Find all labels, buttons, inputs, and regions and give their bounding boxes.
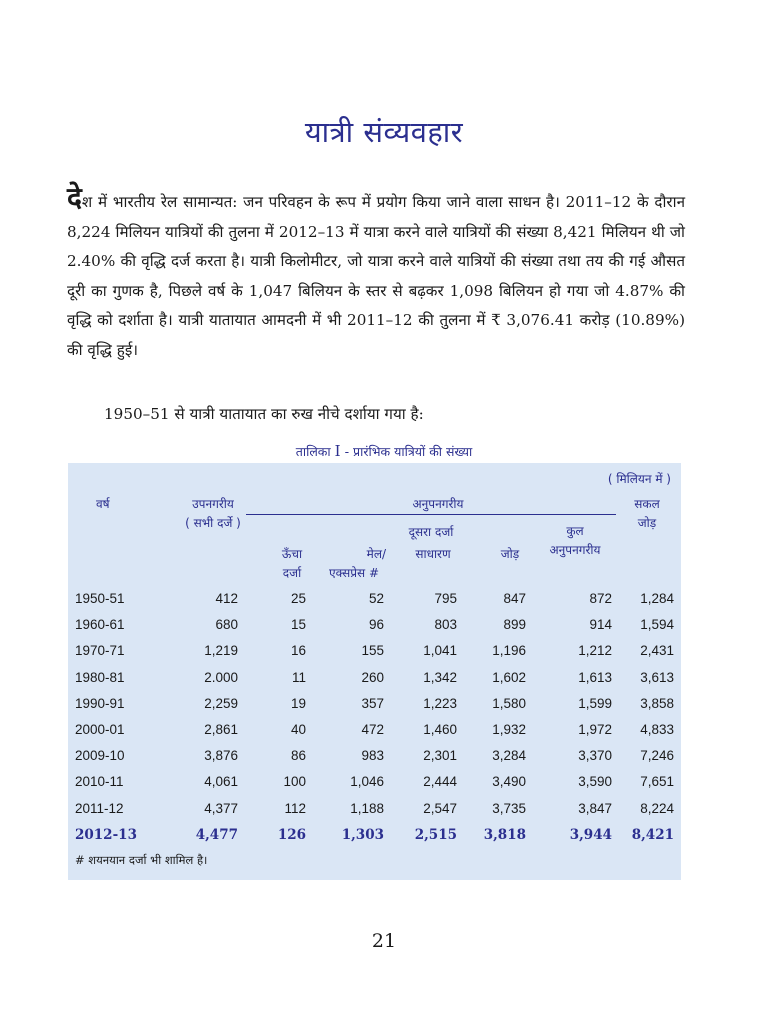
cell-sum: 3,735 — [492, 800, 526, 816]
cell-mail-express: 983 — [361, 748, 384, 764]
cell-sum: 847 — [503, 591, 526, 606]
table-row — [68, 823, 681, 849]
cell-upper-class: 25 — [290, 591, 306, 606]
cell-total-non-suburban: 914 — [589, 617, 612, 633]
cell-upper-class: 16 — [290, 643, 306, 659]
trend-line: 1950–51 से यात्री यातायात का रुख नीचे दर्शाया गया है: — [104, 405, 424, 423]
header-second-class: दूसरा दर्जा — [408, 525, 454, 539]
cell-year: 2010-11 — [75, 774, 124, 790]
cell-upper-class: 11 — [291, 669, 306, 685]
cell-ordinary: 2,547 — [423, 800, 457, 816]
cell-suburban: 2,259 — [204, 695, 238, 711]
page-title: यात्री संव्यवहार — [304, 115, 464, 149]
cell-year: 2009-10 — [75, 748, 125, 764]
cell-suburban: 2,861 — [204, 722, 238, 737]
caption-roman: I — [334, 442, 341, 460]
header-mail-line2: एक्सप्रेस # — [328, 566, 380, 580]
header-suburban-line1: उपनगरीय — [192, 497, 234, 511]
cell-grand-total: 1,594 — [640, 617, 674, 633]
cell-grand-total: 3,858 — [640, 695, 674, 711]
cell-ordinary: 2,444 — [423, 774, 457, 790]
cell-mail-express: 1,046 — [350, 774, 384, 790]
cell-suburban: 680 — [215, 617, 238, 633]
cell-suburban: 4,477 — [195, 826, 238, 843]
cell-upper-class: 40 — [290, 722, 306, 737]
cell-sum: 3,284 — [492, 748, 526, 764]
paragraph-text: श में भारतीय रेल सामान्यत: जन परिवहन के रूप में प्रयोग किया जाने वाला साधन है। 2011–12 के दौरान 8,224 मिलियन यात्रियों की तुलना में 2012–13 में यात्रा करने वाले यात्रियों की संख्या 8,421 मिलियन थी जो 2.40% की वृद्धि दर्ज करता है। यात्री किलोमीटर, जो यात्रा करने वाले यात्रियों की संख्या तथा तय की गई औसत दूरी का गुणक है, पिछले वर्ष के 1,047 बिलियन के स्तर से बढ़कर 1,098 बिलियन हो गया जो 4.87% की वृद्धि को दर्शाता है। यात्री यातायात आमदनी में भी 2011–12 की तुलना में ₹ 3,076.41 करोड़ (10.89%) की वृद्धि हुई। — [67, 193, 685, 359]
cell-sum: 3,818 — [483, 826, 526, 843]
cell-upper-class: 86 — [290, 748, 306, 764]
unit-label: ( मिलियन में ) — [607, 472, 671, 486]
cell-sum: 1,196 — [492, 643, 526, 659]
caption-post: - प्रारंभिक यात्रियों की संख्या — [344, 444, 473, 459]
cell-grand-total: 2,431 — [640, 643, 674, 659]
header-year: वर्ष — [96, 497, 110, 511]
cell-year: 1960-61 — [75, 617, 125, 633]
page-number: 21 — [371, 930, 397, 952]
cell-grand-total: 3,613 — [640, 669, 674, 685]
cell-year: 2012-13 — [75, 826, 137, 843]
cell-grand-total: 4,833 — [640, 722, 674, 737]
cell-suburban: 2.000 — [204, 669, 238, 685]
table-row — [68, 797, 681, 823]
cell-total-non-suburban: 1,613 — [578, 669, 612, 685]
cell-year: 2000-01 — [75, 722, 125, 737]
cell-mail-express: 472 — [361, 722, 384, 737]
header-sum: जोड़ — [500, 547, 520, 561]
cell-ordinary: 2,515 — [414, 826, 457, 843]
table-row — [68, 744, 681, 770]
header-suburban-line2: ( सभी दर्जे ) — [185, 516, 241, 530]
cell-total-non-suburban: 1,599 — [578, 695, 612, 711]
cell-ordinary: 1,223 — [423, 695, 457, 711]
header-upper-class — [270, 545, 314, 583]
header-upper-line2: दर्जा — [282, 566, 302, 580]
cell-mail-express: 1,303 — [341, 826, 384, 843]
table-row — [68, 692, 681, 718]
cell-ordinary: 1,342 — [423, 669, 457, 685]
cell-mail-express: 155 — [361, 643, 384, 659]
cell-total-non-suburban: 3,370 — [578, 748, 612, 764]
cell-suburban: 4,061 — [204, 774, 238, 790]
table-row — [68, 666, 681, 692]
cell-upper-class: 126 — [277, 826, 306, 843]
cell-total-non-suburban: 1,212 — [578, 643, 612, 659]
cell-suburban: 412 — [215, 591, 238, 606]
cell-upper-class: 100 — [283, 774, 306, 790]
header-non-suburban: अनुपनगरीय — [412, 497, 464, 511]
cell-suburban: 4,377 — [204, 800, 238, 816]
cell-ordinary: 795 — [434, 591, 457, 606]
table-row — [68, 613, 681, 639]
header-upper-line1: ऊँचा — [281, 547, 303, 561]
cell-total-non-suburban: 872 — [589, 591, 612, 606]
header-mail-express — [314, 545, 394, 583]
header-total-line2: जोड़ — [637, 516, 657, 530]
cell-upper-class: 19 — [290, 695, 306, 711]
table-row — [68, 718, 681, 744]
cell-mail-express: 357 — [361, 695, 384, 711]
cell-mail-express: 260 — [361, 669, 384, 685]
header-suburban — [173, 495, 253, 533]
cell-grand-total: 7,246 — [640, 748, 674, 764]
table-row — [68, 639, 681, 665]
cell-grand-total: 7,651 — [640, 774, 674, 790]
cell-mail-express: 1,188 — [350, 800, 384, 816]
header-total-line1: सकल — [634, 497, 660, 511]
table-row — [68, 587, 681, 613]
cell-sum: 899 — [503, 617, 526, 633]
passenger-table — [68, 463, 681, 880]
cell-suburban: 1,219 — [204, 643, 238, 659]
cell-total-non-suburban: 1,972 — [578, 722, 612, 737]
header-total — [621, 495, 673, 533]
header-total-non-suburban — [530, 522, 620, 560]
header-ordinary: साधारण — [415, 547, 451, 561]
header-rule — [246, 514, 616, 515]
cell-total-non-suburban: 3,944 — [569, 826, 612, 843]
cell-grand-total: 8,224 — [640, 800, 674, 816]
table-footnote: # शयनयान दर्जा भी शामिल है। — [75, 853, 208, 867]
cell-total-non-suburban: 3,590 — [578, 774, 612, 790]
cell-sum: 1,932 — [492, 722, 526, 737]
cell-upper-class: 15 — [290, 617, 306, 633]
caption-pre: तालिका — [295, 444, 331, 459]
cell-year: 2011-12 — [75, 800, 124, 816]
cell-sum: 1,580 — [492, 695, 526, 711]
cell-mail-express: 96 — [368, 617, 384, 633]
cell-ordinary: 803 — [434, 617, 457, 633]
cell-sum: 3,490 — [492, 774, 526, 790]
header-total-ns-line2: अनुपनगरीय — [549, 543, 601, 557]
cell-ordinary: 2,301 — [423, 748, 457, 764]
cell-total-non-suburban: 3,847 — [578, 800, 612, 816]
intro-paragraph — [67, 181, 685, 365]
header-mail-line1: मेल/ — [366, 547, 386, 561]
cell-year: 1990-91 — [75, 695, 125, 711]
cell-mail-express: 52 — [368, 591, 384, 606]
cell-year: 1970-71 — [75, 643, 125, 659]
header-total-ns-line1: कुल — [566, 524, 584, 538]
cell-upper-class: 112 — [284, 800, 306, 816]
cell-suburban: 3,876 — [204, 748, 238, 764]
table-row — [68, 770, 681, 796]
cell-grand-total: 1,284 — [640, 591, 674, 606]
cell-grand-total: 8,421 — [631, 826, 674, 843]
cell-year: 1950-51 — [75, 591, 125, 606]
cell-year: 1980-81 — [75, 669, 125, 685]
table-caption — [0, 442, 768, 460]
cell-ordinary: 1,041 — [423, 643, 457, 659]
cell-sum: 1,602 — [492, 669, 526, 685]
dropcap: दे — [67, 181, 82, 214]
cell-ordinary: 1,460 — [423, 722, 457, 737]
